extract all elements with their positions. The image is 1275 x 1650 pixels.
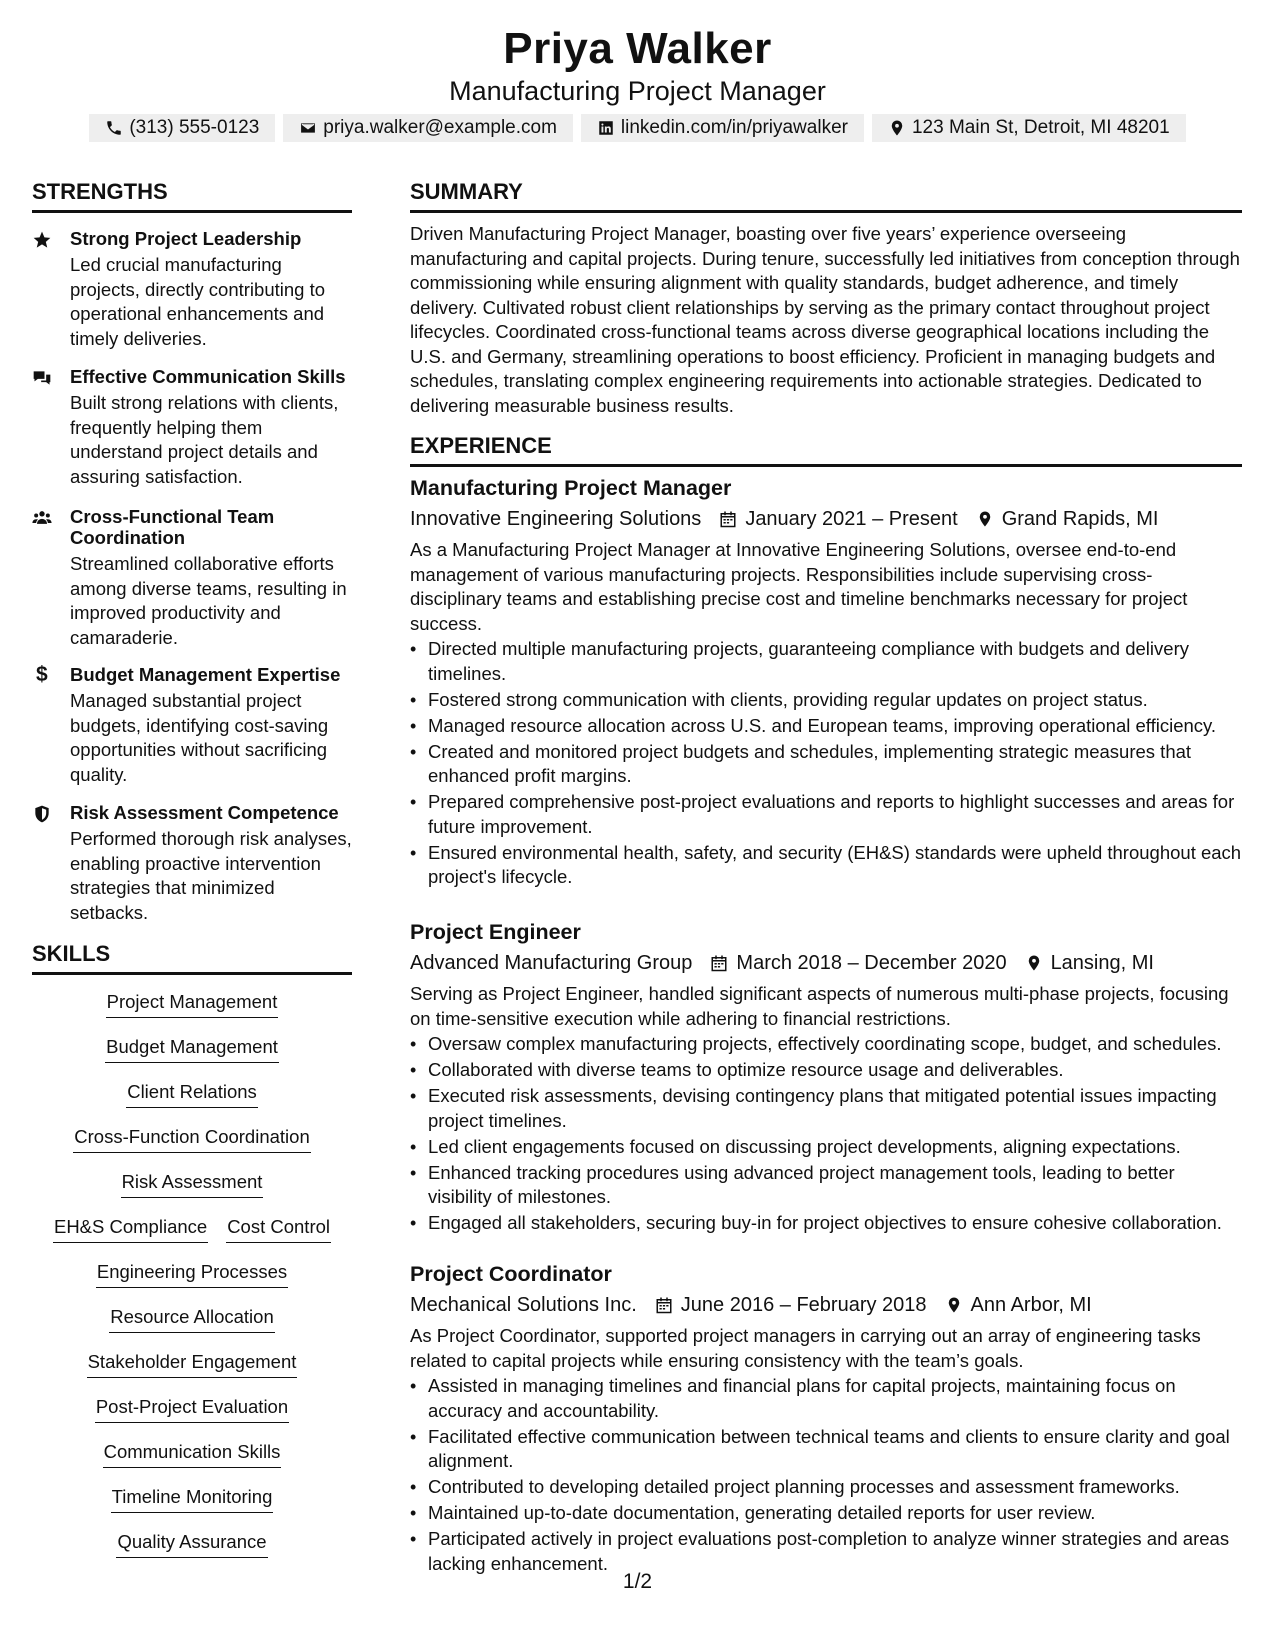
skills-heading: SKILLS bbox=[32, 940, 352, 975]
users-icon bbox=[32, 508, 54, 530]
job-location: Ann Arbor, MI bbox=[970, 1294, 1092, 1316]
skill-tag: EH&S Compliance bbox=[53, 1215, 208, 1243]
map-pin-icon bbox=[976, 510, 994, 528]
skill-tag: Stakeholder Engagement bbox=[87, 1350, 298, 1378]
strength-title: Effective Communication Skills bbox=[70, 366, 346, 387]
skill-tag: Client Relations bbox=[126, 1080, 258, 1108]
job-company: Advanced Manufacturing Group bbox=[410, 952, 693, 974]
job-bullet: • Facilitated effective communication between technical teams and clients to ensure clarity and goal alignment. bbox=[428, 1425, 1242, 1474]
job-bullet: • Collaborated with diverse teams to optimize resource usage and deliverables. bbox=[428, 1058, 1242, 1083]
phone-icon bbox=[105, 119, 123, 137]
job-bullet: • Oversaw complex manufacturing projects, effectively coordinating scope, budget, and schedules. bbox=[428, 1032, 1242, 1057]
job-location: Lansing, MI bbox=[1050, 952, 1154, 974]
job-meta bbox=[410, 948, 1242, 978]
job-bullet: • Fostered strong communication with clients, providing regular updates on project status. bbox=[428, 688, 1242, 713]
job-description: As a Manufacturing Project Manager at Innovative Engineering Solutions, oversee end-to-end management of various manufacturing projects. Responsibilities include supervising cross-disciplinary teams and establishing precise cost and timeline benchmarks necessary for project success. bbox=[410, 539, 1188, 634]
strength-desc: Led crucial manufacturing projects, directly contributing to operational enhancements and timely deliveries. bbox=[70, 254, 326, 349]
skill-tag: Communication Skills bbox=[103, 1440, 282, 1468]
strength-item bbox=[32, 664, 352, 787]
job-bullets bbox=[410, 1374, 1242, 1576]
map-pin-icon bbox=[945, 1296, 963, 1314]
email-chip[interactable] bbox=[283, 114, 573, 142]
comments-icon bbox=[32, 368, 54, 390]
candidate-name: Priya Walker bbox=[503, 24, 772, 73]
linkedin-icon bbox=[597, 119, 615, 137]
calendar-icon bbox=[719, 510, 737, 528]
job-description: Serving as Project Engineer, handled significant aspects of numerous multi-phase projects, focusing on time-sensitive execution while adhering to financial restrictions. bbox=[410, 983, 1229, 1029]
job-company: Innovative Engineering Solutions bbox=[410, 508, 702, 530]
strength-title: Cross-Functional Team Coordination bbox=[70, 506, 275, 548]
strength-title: Risk Assessment Competence bbox=[70, 802, 339, 823]
job-title: Manufacturing Project Manager bbox=[410, 476, 732, 500]
calendar-icon bbox=[655, 1296, 673, 1314]
experience-heading: EXPERIENCE bbox=[410, 432, 1242, 467]
skill-tag: Project Management bbox=[106, 990, 279, 1018]
job-bullet: • Engaged all stakeholders, securing buy-in for project objectives to ensure cohesive collaboration. bbox=[428, 1211, 1242, 1236]
map-pin-icon bbox=[1025, 954, 1043, 972]
job-entry bbox=[410, 474, 1242, 891]
candidate-role: Manufacturing Project Manager bbox=[449, 76, 826, 106]
phone-chip[interactable] bbox=[89, 114, 275, 142]
strength-item bbox=[32, 802, 352, 925]
job-bullet: • Assisted in managing timelines and financial plans for capital projects, maintaining focus on accuracy and accountability. bbox=[428, 1374, 1242, 1423]
strength-desc: Performed thorough risk analyses, enabling proactive intervention strategies that minimized setbacks. bbox=[70, 828, 352, 923]
skill-tag: Risk Assessment bbox=[121, 1170, 264, 1198]
job-dates: January 2021 – Present bbox=[745, 508, 958, 530]
strength-title: Budget Management Expertise bbox=[70, 664, 341, 685]
envelope-icon bbox=[299, 119, 317, 137]
job-meta bbox=[410, 1290, 1242, 1320]
calendar-icon bbox=[710, 954, 728, 972]
skills-list bbox=[32, 990, 352, 1575]
job-entry bbox=[410, 1260, 1242, 1578]
skill-tag: Post-Project Evaluation bbox=[95, 1395, 289, 1423]
job-title: Project Coordinator bbox=[410, 1262, 612, 1286]
linkedin-chip[interactable] bbox=[581, 114, 864, 142]
strengths-heading: STRENGTHS bbox=[32, 178, 352, 213]
job-title: Project Engineer bbox=[410, 920, 581, 944]
map-pin-icon bbox=[888, 119, 906, 137]
job-bullet: • Enhanced tracking procedures using advanced project management tools, leading to better visibility of milestones. bbox=[428, 1161, 1242, 1210]
job-bullet: • Contributed to developing detailed project planning processes and assessment frameworks. bbox=[428, 1475, 1242, 1500]
email-text: priya.walker@example.com bbox=[323, 117, 557, 138]
job-bullets bbox=[410, 1032, 1242, 1236]
job-dates: March 2018 – December 2020 bbox=[736, 952, 1007, 974]
job-bullet: • Executed risk assessments, devising contingency plans that mitigated potential issues impacting project timelines. bbox=[428, 1084, 1242, 1133]
job-company: Mechanical Solutions Inc. bbox=[410, 1294, 637, 1316]
skill-tag: Resource Allocation bbox=[109, 1305, 275, 1333]
job-bullet: • Led client engagements focused on discussing project developments, aligning expectations. bbox=[428, 1135, 1242, 1160]
skill-tag: Quality Assurance bbox=[116, 1530, 267, 1558]
strength-title: Strong Project Leadership bbox=[70, 228, 302, 249]
linkedin-text: linkedin.com/in/priyawalker bbox=[620, 117, 848, 138]
skill-tag: Cross-Function Coordination bbox=[73, 1125, 310, 1153]
strength-item bbox=[32, 228, 352, 351]
address-text: 123 Main St, Detroit, MI 48201 bbox=[911, 117, 1170, 138]
skill-tag: Budget Management bbox=[105, 1035, 279, 1063]
strength-item bbox=[32, 366, 352, 489]
job-bullet: • Directed multiple manufacturing projects, guaranteeing compliance with budgets and delivery timelines. bbox=[428, 637, 1242, 686]
phone-text: (313) 555-0123 bbox=[129, 117, 260, 138]
job-bullet: • Managed resource allocation across U.S. and European teams, improving operational efficiency. bbox=[428, 714, 1242, 739]
job-bullet: • Maintained up-to-date documentation, generating detailed reports for user review. bbox=[428, 1501, 1242, 1526]
job-bullet: • Participated actively in project evaluations post-completion to analyze winner strategies and areas lacking enhancement. bbox=[428, 1527, 1242, 1576]
skill-tag: Cost Control bbox=[226, 1215, 331, 1243]
summary-heading: SUMMARY bbox=[410, 178, 1242, 213]
job-dates: June 2016 – February 2018 bbox=[680, 1294, 927, 1316]
skill-tag: Engineering Processes bbox=[96, 1260, 288, 1288]
job-bullet: • Ensured environmental health, safety, and security (EH&S) standards were upheld throughout each project's lifecycle. bbox=[428, 841, 1242, 890]
strength-desc: Streamlined collaborative efforts among diverse teams, resulting in improved productivity and camaraderie. bbox=[70, 553, 347, 648]
job-location: Grand Rapids, MI bbox=[1001, 508, 1159, 530]
page-number: 1/2 bbox=[622, 1570, 653, 1593]
address-chip bbox=[872, 114, 1186, 142]
job-bullets bbox=[410, 637, 1242, 890]
job-bullet: • Created and monitored project budgets and schedules, implementing strategic measures that enhanced profit margins. bbox=[428, 740, 1242, 789]
shield-icon bbox=[32, 804, 54, 826]
strength-desc: Built strong relations with clients, frequently helping them understand project details and assuring satisfaction. bbox=[70, 392, 339, 487]
job-description: As Project Coordinator, supported project managers in carrying out an array of engineering tasks related to capital projects while ensuring consistency with the team’s goals. bbox=[410, 1325, 1201, 1371]
skill-tag: Timeline Monitoring bbox=[111, 1485, 274, 1513]
job-entry bbox=[410, 918, 1242, 1237]
star-icon bbox=[32, 230, 54, 252]
strength-item bbox=[32, 506, 352, 650]
strength-desc: Managed substantial project budgets, identifying cost-saving opportunities without sacrificing quality. bbox=[70, 690, 329, 785]
contact-bar bbox=[0, 114, 1275, 142]
job-bullet: • Prepared comprehensive post-project evaluations and reports to highlight successes and areas for future improvement. bbox=[428, 790, 1242, 839]
dollar-icon: $ bbox=[36, 663, 48, 686]
job-meta bbox=[410, 504, 1242, 534]
summary-text: Driven Manufacturing Project Manager, boasting over five years’ experience overseeing manufacturing and capital projects. During tenure, successfully led initiatives from conception through commissioning while ensuring alignment with quality standards, budget adherence, and timely delivery. Cultivated robust client relationships by serving as the primary contact throughout project lifecycles. Coordinated cross-functional teams across diverse geographical locations including the U.S. and Germany, streamlining operations to boost efficiency. Proficient in managing budgets and schedules, translating complex engineering requirements into actionable strategies. Dedicated to delivering measurable business results. bbox=[410, 223, 1240, 416]
